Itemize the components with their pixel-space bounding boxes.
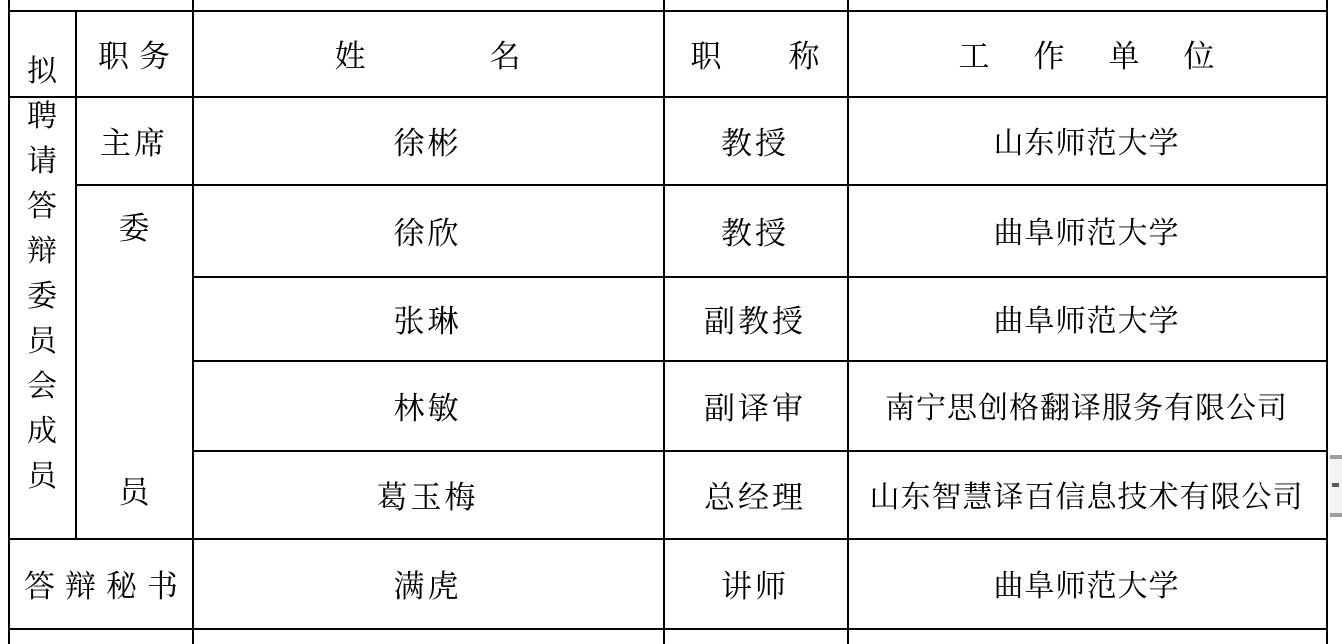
header-name-cell [194, 12, 661, 94]
name-value: 满虎 [393, 568, 462, 604]
table-grid-line [8, 628, 1326, 630]
header-name-label: 姓名 [334, 38, 645, 74]
title-value: 讲师 [721, 568, 789, 604]
name-value: 林敏 [393, 390, 462, 426]
title-value: 总经理 [704, 479, 806, 515]
scrollbar-grip-icon [1332, 483, 1339, 487]
name-cell [194, 276, 661, 360]
work-unit-value: 曲阜师范大学 [993, 217, 1180, 250]
name-cell [194, 450, 661, 538]
title-value: 副教授 [704, 303, 806, 339]
work-unit-cell [849, 276, 1324, 360]
header-work-unit-cell [849, 12, 1324, 94]
name-value: 葛玉梅 [376, 479, 479, 515]
position-secretary-label: 答辩秘书 [24, 568, 188, 604]
title-cell [665, 360, 845, 450]
header-title-label: 职称 [690, 38, 887, 74]
work-unit-value: 南宁思创格翻译服务有限公司 [885, 392, 1288, 425]
position-member-top-char: 委 [118, 211, 150, 246]
work-unit-value: 山东智慧译百信息技术有限公司 [869, 481, 1304, 514]
name-cell [194, 538, 661, 628]
work-unit-cell [849, 96, 1324, 184]
work-unit-cell [849, 184, 1324, 276]
work-unit-cell [849, 360, 1324, 450]
name-value: 张琳 [393, 303, 462, 339]
position-member-bottom-char: 员 [118, 475, 150, 510]
row-group-label: 拟聘请答辩委员会成员 [27, 55, 57, 493]
header-position-label: 职务 [98, 38, 180, 74]
name-cell [194, 96, 661, 184]
title-cell [665, 450, 845, 538]
title-cell [665, 538, 845, 628]
name-cell [194, 184, 661, 276]
table-grid-line [1326, 0, 1328, 644]
title-cell [665, 184, 845, 276]
work-unit-value: 曲阜师范大学 [993, 570, 1180, 603]
title-value: 教授 [721, 215, 789, 251]
work-unit-value: 曲阜师范大学 [993, 305, 1180, 338]
header-position-cell [77, 12, 191, 94]
position-chair-cell [77, 96, 191, 184]
title-cell [665, 96, 845, 184]
title-value: 副译审 [704, 390, 806, 426]
vertical-scrollbar-thumb[interactable] [1330, 455, 1342, 517]
name-value: 徐彬 [393, 125, 462, 161]
work-unit-value: 山东师范大学 [993, 127, 1180, 160]
position-secretary-cell [10, 538, 192, 628]
work-unit-cell [849, 538, 1324, 628]
position-chair-label: 主席 [100, 125, 168, 161]
header-work-unit-label: 工作单位 [958, 38, 1259, 74]
header-title-cell [665, 12, 887, 94]
work-unit-cell [849, 450, 1324, 538]
title-cell [665, 276, 845, 360]
title-value: 教授 [721, 125, 789, 161]
position-member-merged-cell [77, 186, 191, 536]
name-cell [194, 360, 661, 450]
row-group-label-cell [10, 12, 74, 536]
name-value: 徐欣 [393, 215, 462, 251]
